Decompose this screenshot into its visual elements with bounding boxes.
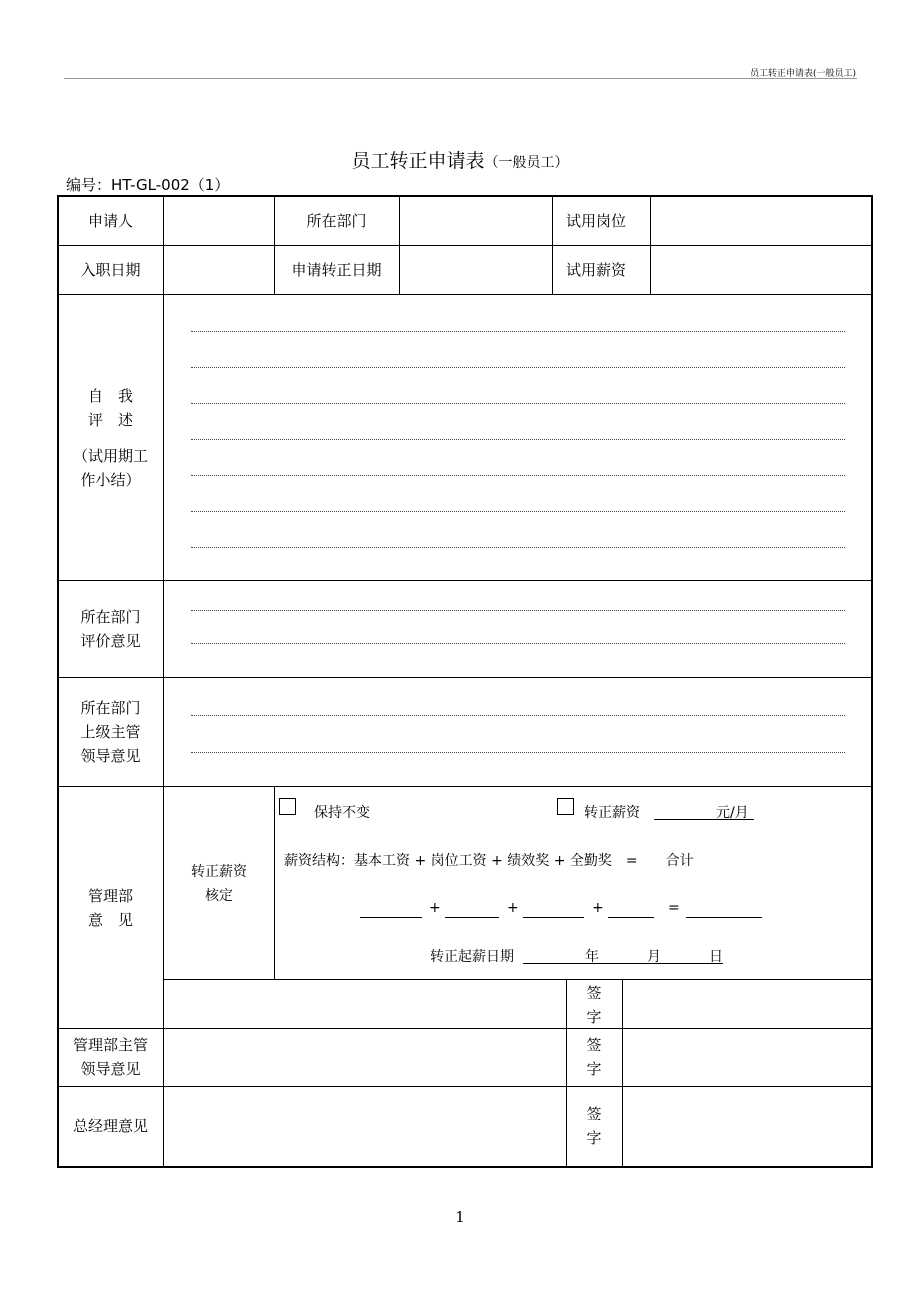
performance-bonus-blank[interactable] bbox=[523, 917, 584, 918]
mgmt-leader-signature-field[interactable] bbox=[623, 1029, 871, 1086]
writing-line bbox=[191, 547, 845, 548]
post-salary-blank[interactable] bbox=[445, 917, 499, 918]
running-header: 员工转正申请表(一般员工) bbox=[749, 69, 856, 79]
self-eval-area[interactable] bbox=[164, 295, 871, 580]
year-label: 年 bbox=[585, 949, 599, 965]
label-salary-approval-1: 转正薪资 bbox=[191, 864, 247, 880]
mgmt-signature-field[interactable] bbox=[623, 980, 871, 1028]
mgmt-opinion-area[interactable] bbox=[164, 980, 566, 1028]
leader-eval-area[interactable] bbox=[164, 678, 871, 786]
plus-sign: + bbox=[507, 900, 519, 916]
plus-sign: + bbox=[429, 900, 441, 916]
sign-label-3a: 签 bbox=[586, 1105, 602, 1123]
writing-line bbox=[191, 752, 845, 753]
base-salary-blank[interactable] bbox=[360, 917, 422, 918]
label-self-eval-1: 自 我 bbox=[87, 387, 133, 405]
document-number: 编号：HT-GL-002（1） bbox=[66, 176, 230, 194]
writing-line bbox=[191, 511, 845, 512]
writing-line bbox=[191, 715, 845, 716]
salary-start-date-label: 转正起薪日期 bbox=[430, 949, 514, 965]
label-mgmt-1: 管理部 bbox=[87, 887, 133, 905]
salary-unit: 元/月 bbox=[716, 805, 749, 821]
attendance-bonus-blank[interactable] bbox=[608, 917, 654, 918]
form-title-sub: （一般员工） bbox=[484, 155, 569, 171]
applicant-field[interactable] bbox=[164, 197, 274, 245]
label-self-eval-4: 作小结） bbox=[80, 471, 141, 489]
label-mgmt-leader-2: 领导意见 bbox=[80, 1060, 141, 1078]
label-dept-eval-2: 评价意见 bbox=[80, 632, 141, 650]
col-divider bbox=[274, 786, 275, 979]
gm-opinion-area[interactable] bbox=[164, 1087, 566, 1166]
form-title-main: 员工转正申请表 bbox=[351, 150, 485, 172]
sign-label-2b: 字 bbox=[586, 1060, 602, 1078]
form-title bbox=[0, 146, 920, 173]
salary-structure: 薪资结构：基本工资 + 岗位工资 + 绩效奖 + 全勤奖 = 合计 bbox=[284, 853, 694, 869]
entry-date-field[interactable] bbox=[164, 246, 274, 294]
sign-label-1b: 字 bbox=[586, 1008, 602, 1026]
writing-line bbox=[191, 643, 845, 644]
label-entry-date: 入职日期 bbox=[80, 261, 141, 279]
writing-line bbox=[191, 439, 845, 440]
department-field[interactable] bbox=[400, 197, 552, 245]
page-number: 1 bbox=[455, 1208, 465, 1226]
plus-sign: + bbox=[592, 900, 604, 916]
total-salary-blank[interactable] bbox=[686, 917, 762, 918]
label-dept-eval-1: 所在部门 bbox=[80, 608, 141, 626]
trial-salary-field[interactable] bbox=[651, 246, 871, 294]
label-apply-date: 申请转正日期 bbox=[291, 261, 382, 279]
writing-line bbox=[191, 331, 845, 332]
mgmt-leader-opinion-area[interactable] bbox=[164, 1029, 566, 1086]
writing-line bbox=[191, 610, 845, 611]
label-leader-eval-1: 所在部门 bbox=[80, 699, 141, 717]
label-trial-post: 试用岗位 bbox=[565, 212, 626, 230]
day-label: 日 bbox=[709, 949, 723, 965]
label-department: 所在部门 bbox=[306, 212, 367, 230]
trial-post-field[interactable] bbox=[651, 197, 871, 245]
label-self-eval-2: 评 述 bbox=[87, 411, 133, 429]
label-mgmt-leader-1: 管理部主管 bbox=[72, 1036, 148, 1054]
dept-eval-area[interactable] bbox=[164, 581, 871, 677]
equals-sign: = bbox=[668, 900, 680, 916]
adjust-salary-label: 转正薪资 bbox=[584, 805, 640, 821]
label-leader-eval-3: 领导意见 bbox=[80, 747, 141, 765]
label-applicant: 申请人 bbox=[87, 212, 133, 230]
header-divider bbox=[64, 78, 857, 79]
month-label: 月 bbox=[647, 949, 661, 965]
sign-label-1a: 签 bbox=[586, 984, 602, 1002]
label-self-eval-3: （试用期工 bbox=[72, 447, 148, 465]
adjust-salary-checkbox[interactable] bbox=[557, 798, 574, 815]
apply-date-field[interactable] bbox=[400, 246, 552, 294]
writing-line bbox=[191, 367, 845, 368]
keep-unchanged-checkbox[interactable] bbox=[279, 798, 296, 815]
start-date-blank[interactable] bbox=[523, 963, 723, 964]
writing-line bbox=[191, 475, 845, 476]
label-trial-salary: 试用薪资 bbox=[565, 261, 626, 279]
writing-line bbox=[191, 403, 845, 404]
label-salary-approval-2: 核定 bbox=[205, 888, 233, 904]
row-divider bbox=[58, 786, 872, 787]
label-mgmt-2: 意 见 bbox=[87, 911, 133, 929]
sign-label-2a: 签 bbox=[586, 1036, 602, 1054]
gm-signature-field[interactable] bbox=[623, 1087, 871, 1166]
label-leader-eval-2: 上级主管 bbox=[80, 723, 141, 741]
sign-label-3b: 字 bbox=[586, 1129, 602, 1147]
label-general-manager: 总经理意见 bbox=[72, 1117, 148, 1135]
keep-unchanged-label: 保持不变 bbox=[314, 805, 370, 821]
